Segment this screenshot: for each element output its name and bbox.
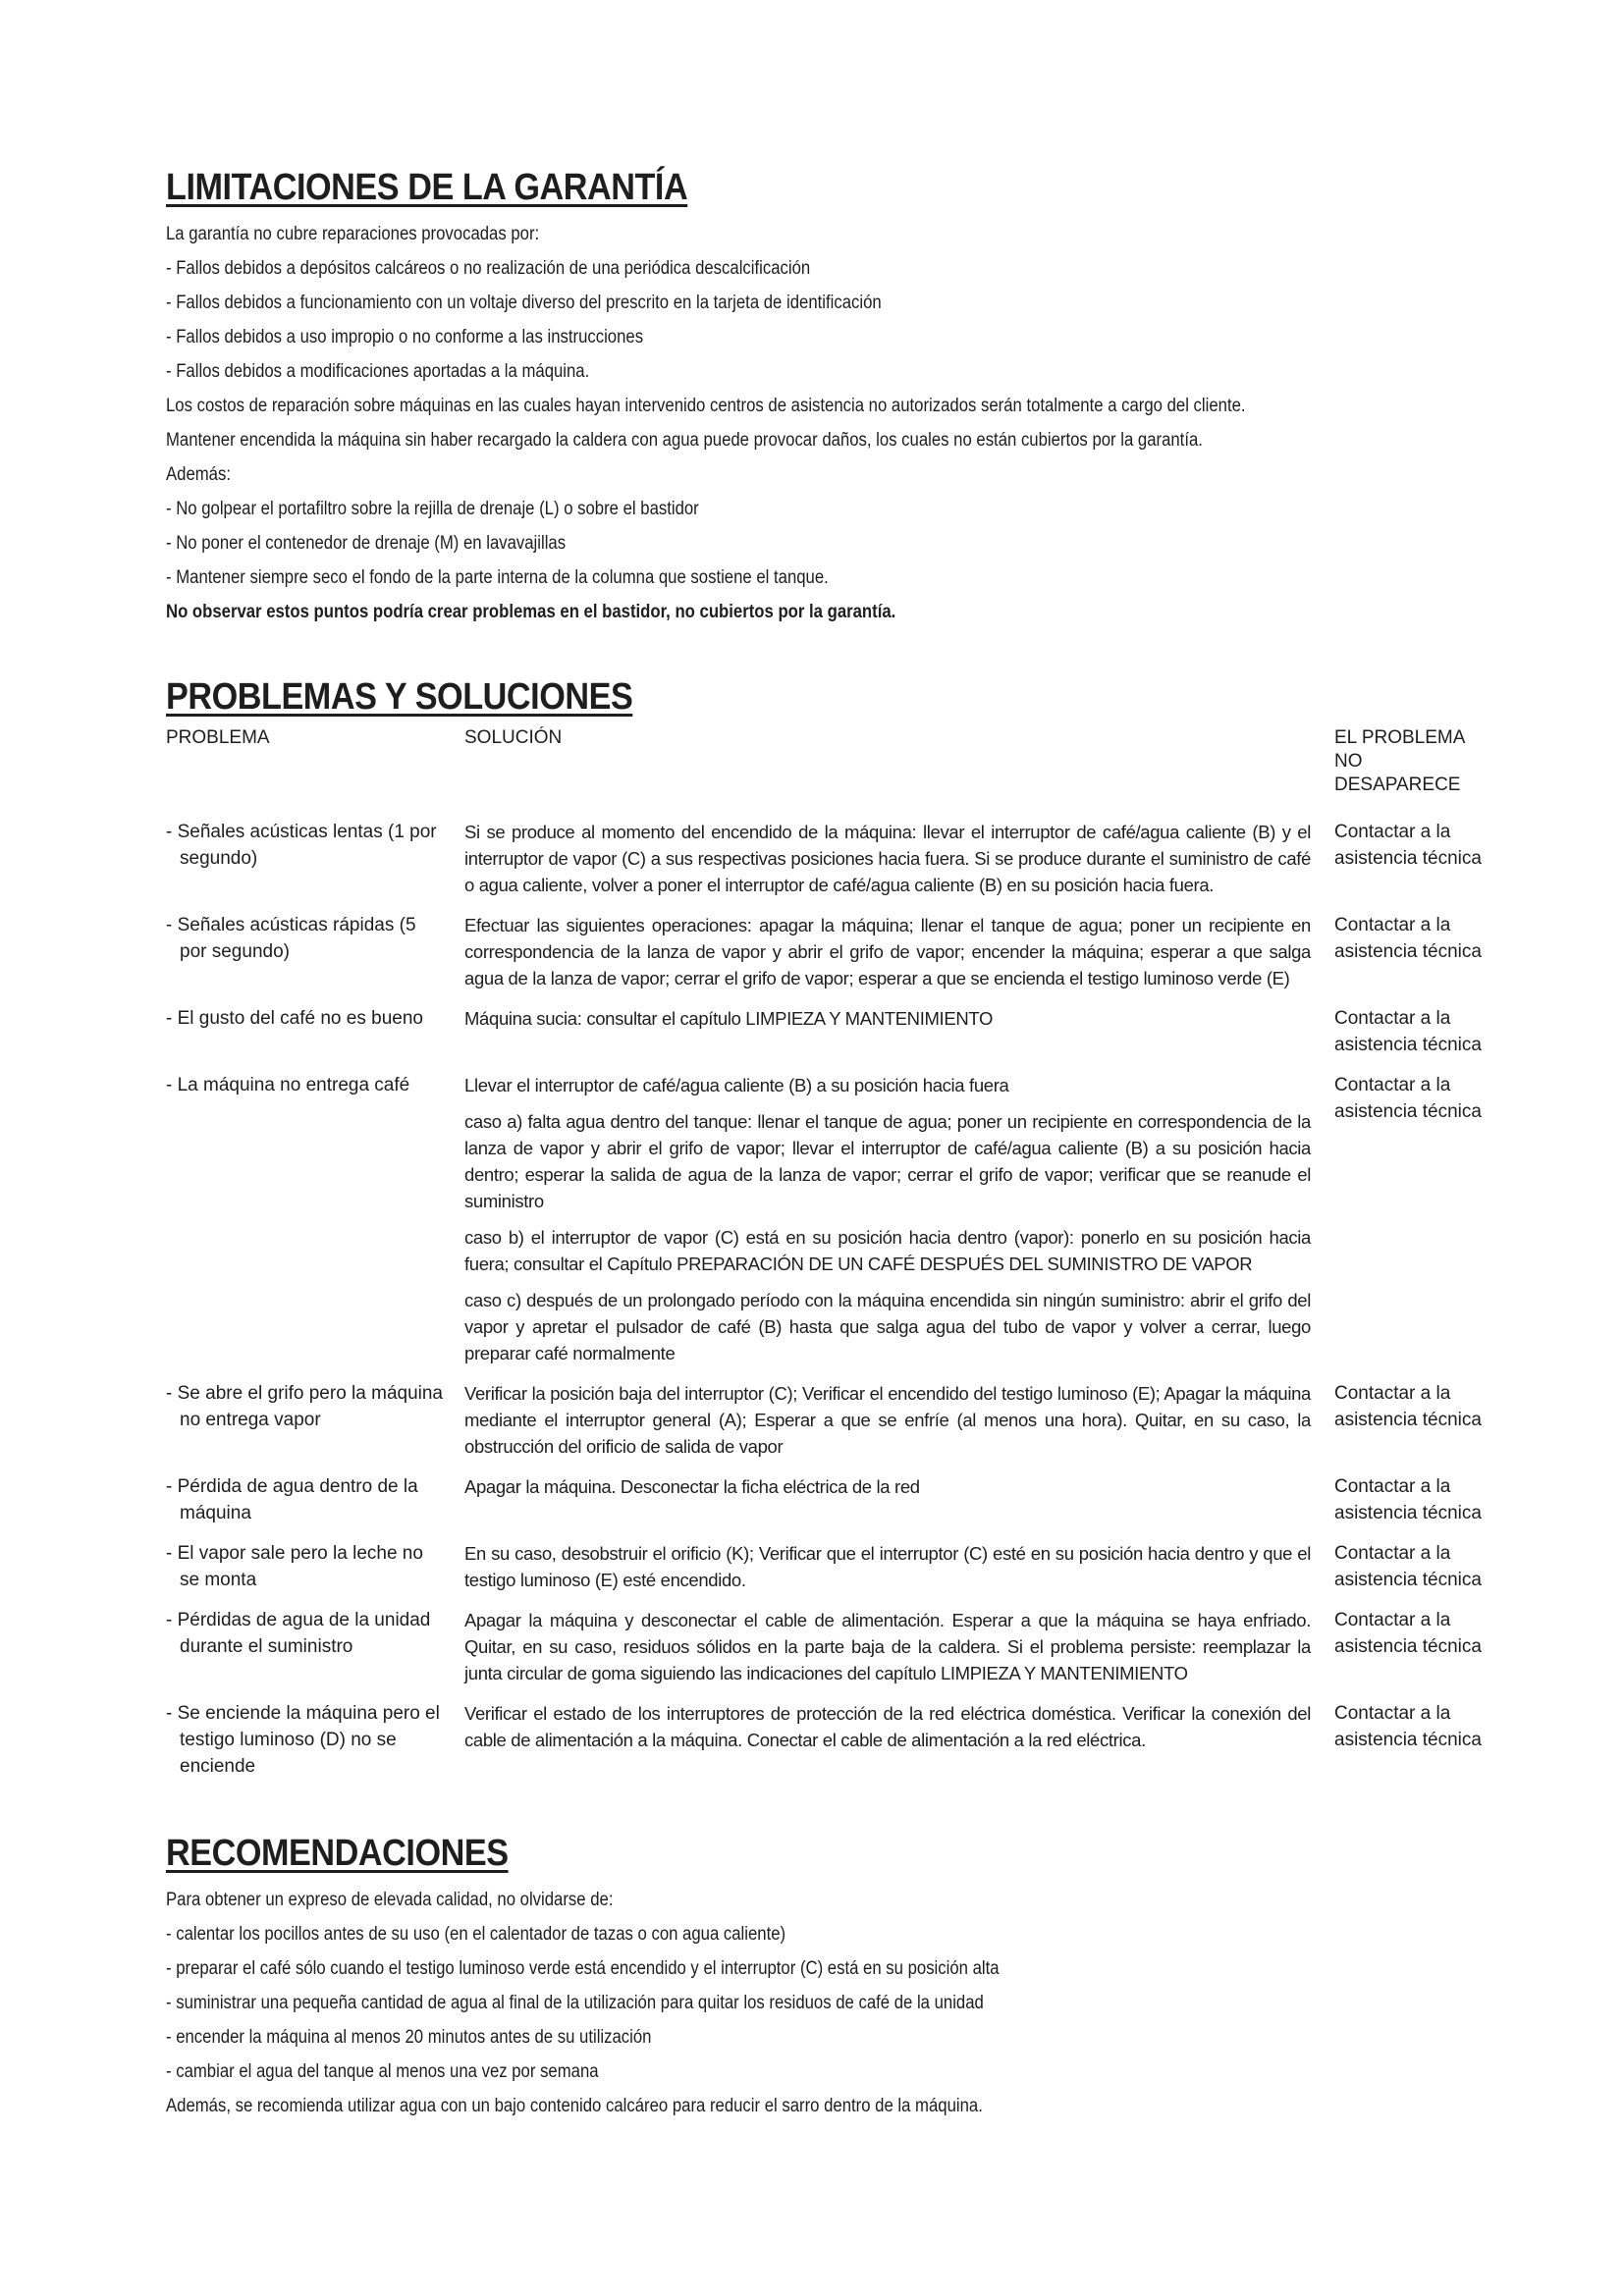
document-page bbox=[166, 167, 1487, 2123]
recommendation-line: - calentar los pocillos antes de su uso (en el calentador de tazas o con agua caliente) bbox=[166, 1924, 786, 1945]
warranty-line: - No golpear el portafiltro sobre la rejilla de drenaje (L) o sobre el bastidor bbox=[166, 499, 699, 519]
table-header-row bbox=[166, 726, 1487, 819]
warranty-warning: No observar estos puntos podría crear problemas en el bastidor, no cubiertos por la garantía. bbox=[166, 602, 896, 622]
solution-cell: Si se produce al momento del encendido de la máquina: llevar el interruptor de café/agua caliente (B) y el interruptor de vapor (C) a sus respectivas posiciones hacia fuera. Si se produce durante el suministro de café o agua caliente, volver a poner el interruptor de café/agua caliente (B) en su posición hacia fuera. bbox=[464, 822, 1311, 895]
recommendation-line: - cambiar el agua del tanque al menos una vez por semana bbox=[166, 2061, 599, 2082]
escalation-cell: Contactar a la asistencia técnica bbox=[1334, 1383, 1482, 1430]
solution-case-b: caso b) el interruptor de vapor (C) está en su posición hacia dentro (vapor): ponerlo en su posición hacia fuera; consultar el Capítulo PREPARACIÓN DE UN CAFÉ DESPUÉS DEL SUMINISTRO DE VAPOR bbox=[464, 1227, 1311, 1274]
warranty-line: - Fallos debidos a modificaciones aportadas a la máquina. bbox=[166, 361, 590, 382]
recommendation-line: Para obtener un expreso de elevada calidad, no olvidarse de: bbox=[166, 1890, 614, 1910]
solution-cell: Efectuar las siguientes operaciones: apagar la máquina; llenar el tanque de agua; poner un recipiente en correspondencia de la lanza de vapor y abrir el grifo de vapor; encender la máquina; esperar a que salga agua de la lanza de vapor; cerrar el grifo de vapor; esperar a que se encienda el testigo luminoso verde (E) bbox=[464, 915, 1311, 988]
warranty-line: - Mantener siempre seco el fondo de la parte interna de la columna que sostiene el tanque. bbox=[166, 567, 829, 588]
header-solution: SOLUCIÓN bbox=[464, 727, 563, 748]
solution-cell: Apagar la máquina. Desconectar la ficha eléctrica de la red bbox=[464, 1476, 920, 1497]
table-row bbox=[166, 1005, 1487, 1072]
table-row bbox=[166, 1540, 1487, 1607]
problem-cell: - El vapor sale pero la leche no se monta bbox=[166, 1543, 423, 1590]
warranty-line: Los costos de reparación sobre máquinas en las cuales hayan intervenido centros de asistencia no autorizados serán totalmente a cargo del cliente. bbox=[166, 396, 1246, 416]
solution-cell: Verificar la posición baja del interruptor (C); Verificar el encendido del testigo luminoso (E); Apagar la máquina mediante el interruptor general (A); Esperar a que se enfríe (al menos una hora). Quitar, en su caso, la obstrucción del orificio de salida de vapor bbox=[464, 1383, 1311, 1457]
problem-cell: - La máquina no entrega café bbox=[166, 1075, 410, 1095]
solution-cell: Apagar la máquina y desconectar el cable de alimentación. Esperar a que la máquina se haya enfriado. Quitar, en su caso, residuos sólidos en la parte baja de la caldera. Si el problema persiste: reemplazar la junta circular de goma siguiendo las indicaciones del capítulo LIMPIEZA Y MANTENIMIENTO bbox=[464, 1610, 1311, 1683]
warranty-line: Además: bbox=[166, 464, 231, 485]
problem-cell: - Pérdida de agua dentro de la máquina bbox=[166, 1476, 418, 1523]
recommendations-section bbox=[166, 1833, 1487, 2123]
solution-case-a: caso a) falta agua dentro del tanque: llenar el tanque de agua; poner un recipiente en correspondencia de la lanza de vapor y abrir el grifo de vapor; llevar el interruptor de café/agua caliente (B) a su posición hacia dentro; esperar la salida de agua de la lanza de vapor; cerrar el grifo de vapor; verificar que se reanude el suministro bbox=[464, 1111, 1311, 1211]
table-row bbox=[166, 1072, 1487, 1380]
troubleshooting-title: PROBLEMAS Y SOLUCIONES bbox=[166, 676, 633, 718]
recommendation-line: - preparar el café sólo cuando el testigo luminoso verde está encendido y el interruptor (C) está en su posición alta bbox=[166, 1958, 1000, 1979]
solution-cell: Máquina sucia: consultar el capítulo LIMPIEZA Y MANTENIMIENTO bbox=[464, 1008, 993, 1029]
solution-case-c: caso c) después de un prolongado período con la máquina encendida sin ningún suministro: abrir el grifo del vapor y apretar el pulsador de café (B) hasta que salga agua del tubo de vapor y volver a cerrar, luego preparar café normalmente bbox=[464, 1290, 1311, 1363]
escalation-cell: Contactar a la asistencia técnica bbox=[1334, 1075, 1482, 1122]
escalation-cell: Contactar a la asistencia técnica bbox=[1334, 915, 1482, 962]
table-row bbox=[166, 1380, 1487, 1473]
warranty-line: La garantía no cubre reparaciones provocadas por: bbox=[166, 224, 540, 244]
warranty-line: - No poner el contenedor de drenaje (M) en lavavajillas bbox=[166, 533, 567, 554]
header-problem: PROBLEMA bbox=[166, 727, 270, 748]
solution-cell: En su caso, desobstruir el orificio (K); Verificar que el interruptor (C) esté en su posición hacia dentro y que el testigo luminoso (E) esté encendido. bbox=[464, 1543, 1311, 1590]
problem-cell: - Se abre el grifo pero la máquina no entrega vapor bbox=[166, 1383, 443, 1430]
warranty-section bbox=[166, 167, 1487, 629]
escalation-cell: Contactar a la asistencia técnica bbox=[1334, 1008, 1482, 1055]
escalation-cell: Contactar a la asistencia técnica bbox=[1334, 1543, 1482, 1590]
escalation-cell: Contactar a la asistencia técnica bbox=[1334, 1476, 1482, 1523]
header-escalation: EL PROBLEMA NO DESAPARECE bbox=[1334, 727, 1465, 795]
warranty-line: Mantener encendida la máquina sin haber recargado la caldera con agua puede provocar daños, los cuales no están cubiertos por la garantía. bbox=[166, 430, 1203, 451]
table-row bbox=[166, 1700, 1487, 1793]
problem-cell: - El gusto del café no es bueno bbox=[166, 1008, 423, 1029]
solution-cell: Verificar el estado de los interruptores de protección de la red eléctrica doméstica. Verificar la conexión del cable de alimentación a la máquina. Conectar el cable de alimentación a la red eléctrica. bbox=[464, 1703, 1311, 1750]
problem-cell: - Se enciende la máquina pero el testigo luminoso (D) no se enciende bbox=[166, 1703, 440, 1777]
warranty-line: - Fallos debidos a uso impropio o no conforme a las instrucciones bbox=[166, 327, 644, 347]
problem-cell: - Pérdidas de agua de la unidad durante el suministro bbox=[166, 1610, 431, 1657]
recommendation-line: - suministrar una pequeña cantidad de agua al final de la utilización para quitar los residuos de café de la unidad bbox=[166, 1993, 984, 2013]
solution-cell: Llevar el interruptor de café/agua caliente (B) a su posición hacia fuera bbox=[464, 1075, 1009, 1095]
table-row bbox=[166, 1473, 1487, 1540]
recommendations-title: RECOMENDACIONES bbox=[166, 1833, 509, 1874]
warranty-line: - Fallos debidos a funcionamiento con un voltaje diverso del prescrito en la tarjeta de identificación bbox=[166, 293, 882, 313]
escalation-cell: Contactar a la asistencia técnica bbox=[1334, 1610, 1482, 1657]
escalation-cell: Contactar a la asistencia técnica bbox=[1334, 1703, 1482, 1750]
warranty-title: LIMITACIONES DE LA GARANTÍA bbox=[166, 167, 688, 208]
troubleshooting-section bbox=[166, 676, 1487, 1793]
escalation-cell: Contactar a la asistencia técnica bbox=[1334, 822, 1482, 869]
problem-cell: - Señales acústicas lentas (1 por segundo) bbox=[166, 822, 437, 869]
table-row bbox=[166, 912, 1487, 1005]
troubleshooting-table bbox=[166, 726, 1487, 1793]
table-row bbox=[166, 819, 1487, 912]
problem-cell: - Señales acústicas rápidas (5 por segundo) bbox=[166, 915, 416, 962]
warranty-line: - Fallos debidos a depósitos calcáreos o no realización de una periódica descalcificación bbox=[166, 258, 811, 279]
recommendation-line: - encender la máquina al menos 20 minutos antes de su utilización bbox=[166, 2027, 652, 2048]
table-row bbox=[166, 1607, 1487, 1700]
recommendation-line: Además, se recomienda utilizar agua con un bajo contenido calcáreo para reducir el sarro dentro de la máquina. bbox=[166, 2096, 983, 2116]
